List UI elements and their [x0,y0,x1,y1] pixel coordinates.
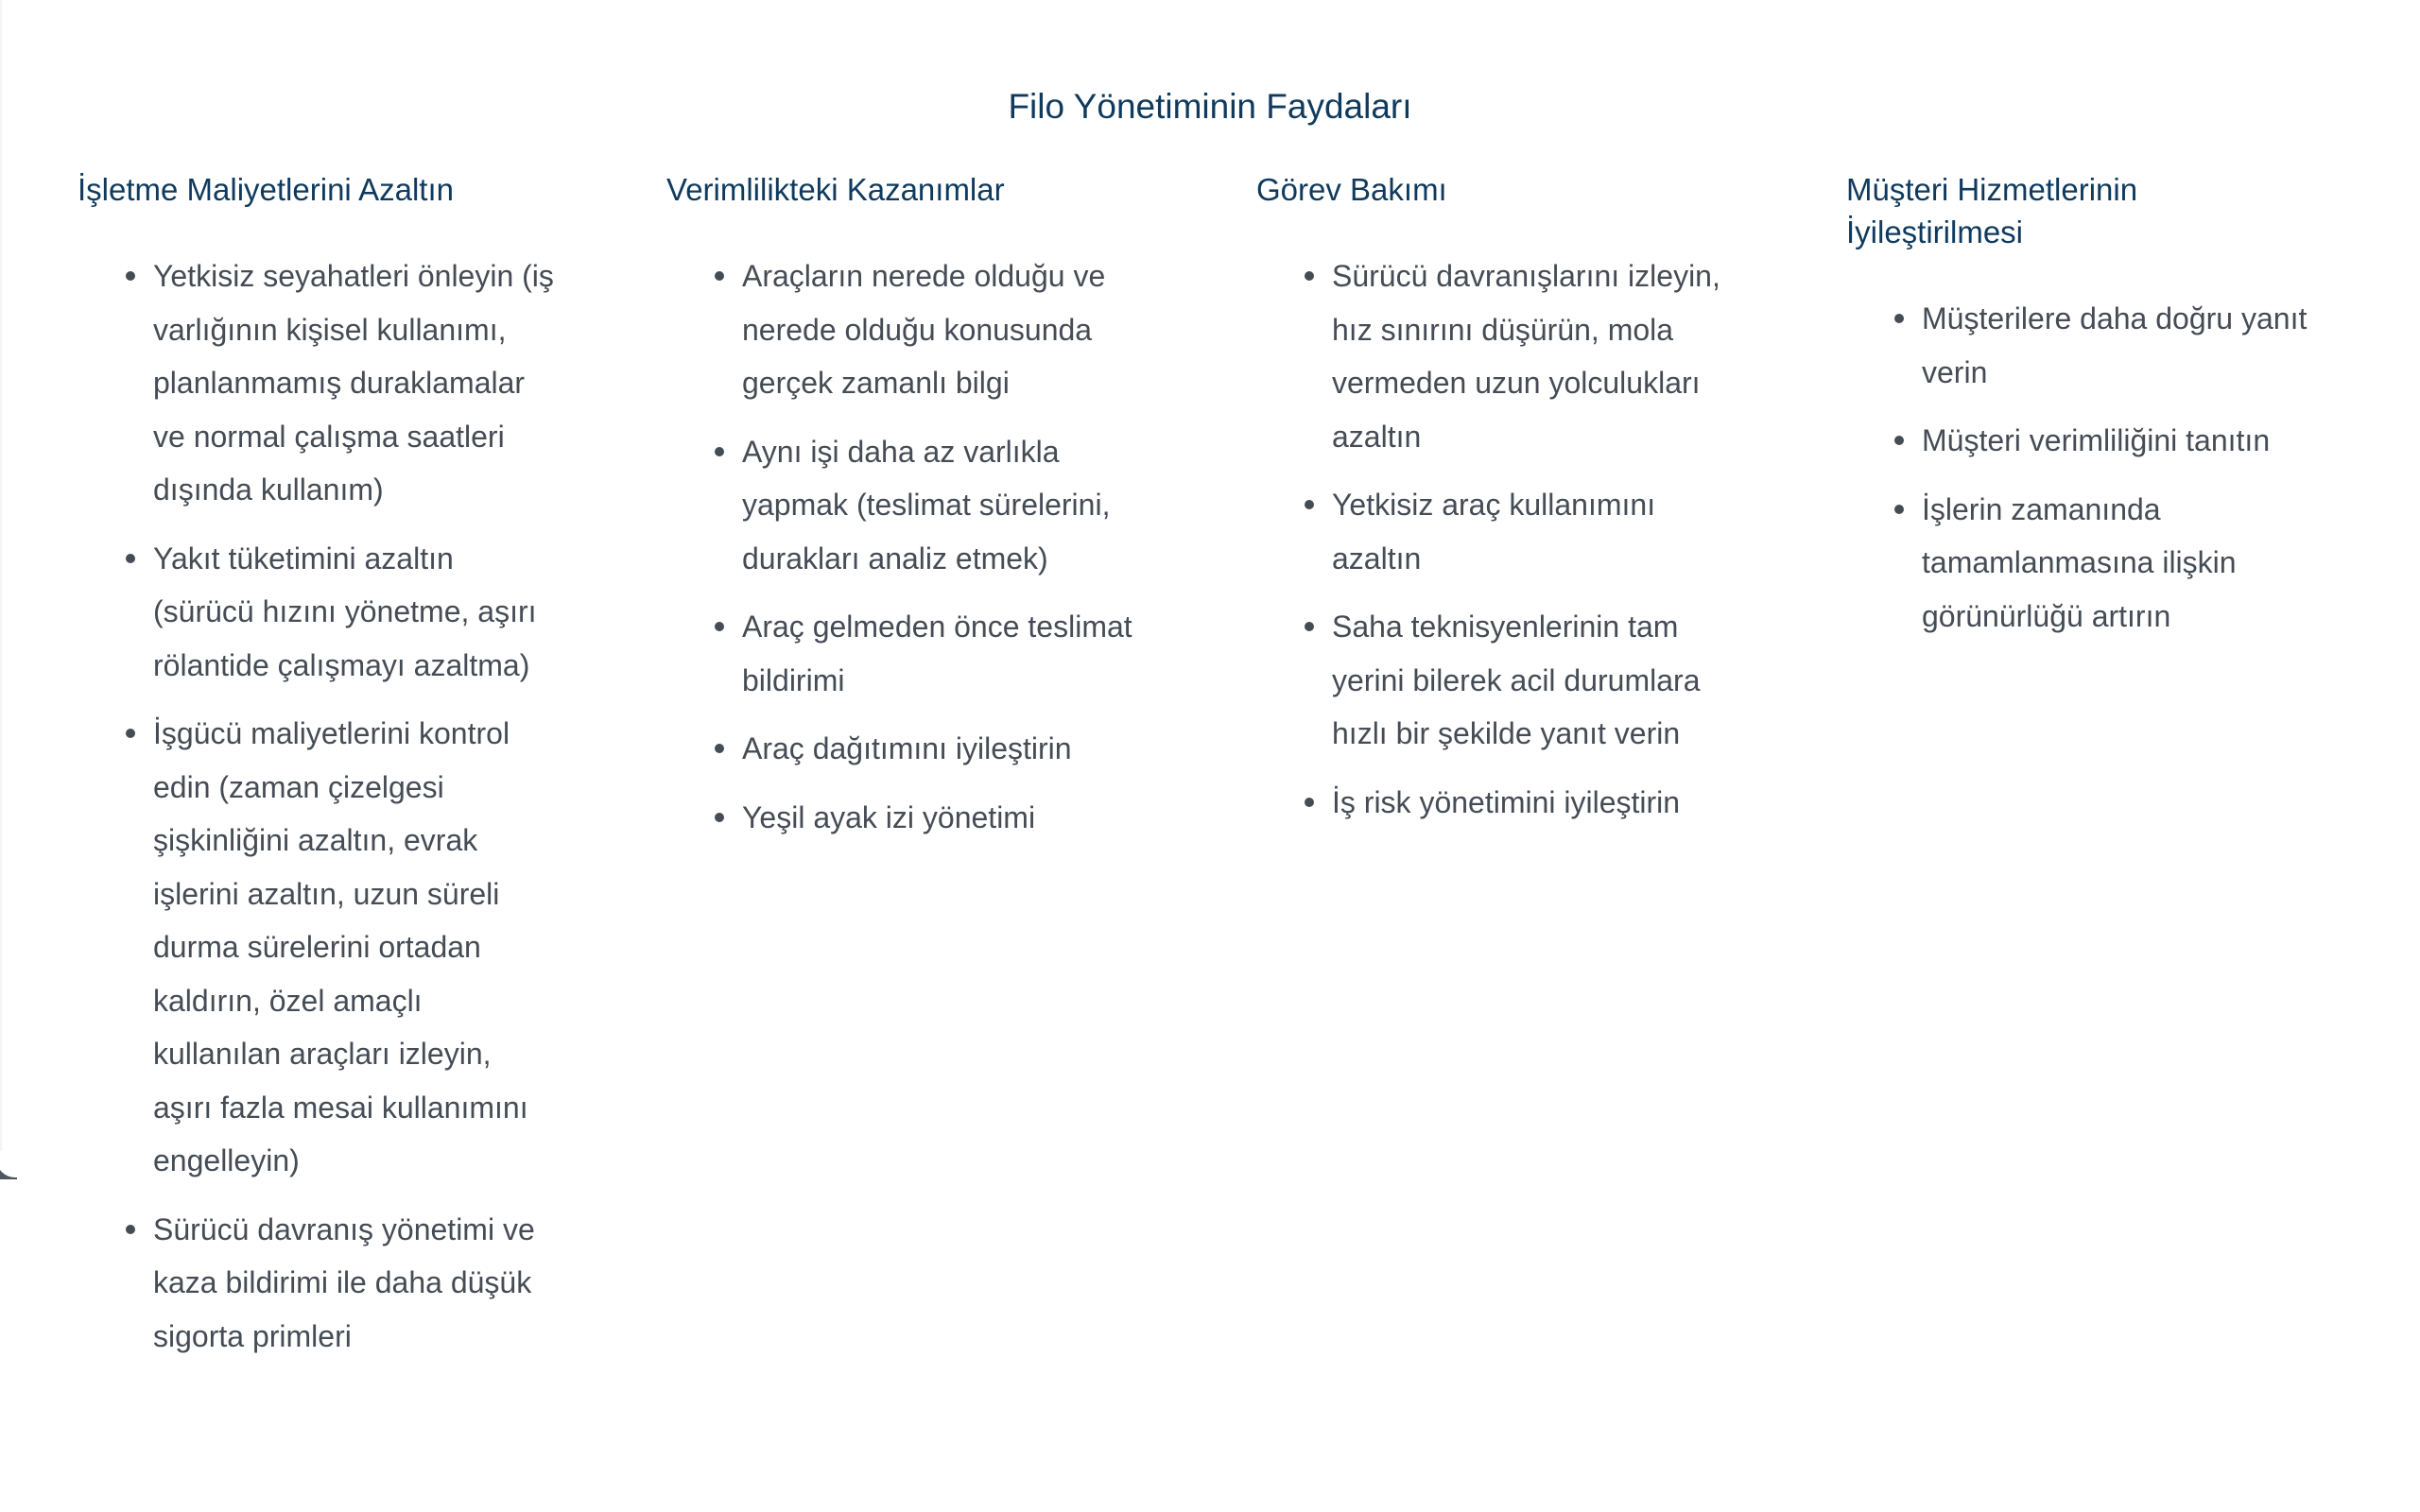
list-item-text-line: Araç dağıtımını iyileştirin [742,731,1072,765]
list-item [78,1203,607,1364]
list-item [1256,776,1786,830]
list-item-text-line: Müşterilere daha doğru yanıt [1922,301,2308,335]
page-title: Filo Yönetiminin Faydaları [1008,87,1412,126]
list-item [666,791,1196,845]
bullet-dot-icon [1305,271,1314,281]
list-item-text-line: kaldırın, özel amaçlı [153,983,423,1018]
column-heading-line: Verimlilikteki Kazanımlar [666,172,1005,207]
list-item-text-line: İş risk yönetimini iyileştirin [1332,784,1681,819]
list-item [666,425,1196,586]
list-item-text-line: hız sınırını düşürün, mola [1332,312,1674,347]
bullet-dot-icon [126,729,135,738]
list-item-text-line: Araçların nerede olduğu ve [742,259,1106,293]
list-item-text-line: Aynı işi daha az varlıkla [742,434,1060,469]
list-item [1256,600,1786,761]
column-heading [1846,168,2243,253]
list-item [1846,483,2376,644]
list-item [78,249,607,517]
list-item-text-line: işlerini azaltın, uzun süreli [153,876,500,911]
list-item-text-line: bildirimi [742,662,845,697]
list-item-text-line: Yakıt tüketimini azaltın [153,541,454,576]
list-item-text-line: İşgücü maliyetlerini kontrol [153,716,510,750]
list-item-text-line: ve normal çalışma saatleri [153,419,505,454]
list-item [1846,414,2376,468]
list-item [666,722,1196,776]
list-item [1256,478,1786,585]
benefit-list [666,249,1196,844]
list-item-text-line: planlanmamış duraklamalar [153,366,526,400]
bullet-dot-icon [1305,798,1314,807]
list-item-text-line: Yetkisiz seyahatleri önleyin (iş [153,259,554,293]
list-item-text-line: (sürücü hızını yönetme, aşırı [153,594,537,628]
column-heading-line: İşletme Maliyetlerini Azaltın [78,172,454,207]
list-item-text-line: Yeşil ayak izi yönetimi [742,799,1036,834]
bullet-dot-icon [715,813,724,822]
list-item-text-line: vermeden uzun yolculukları [1332,366,1701,400]
list-item-text-line: kullanılan araçları izleyin, [153,1037,492,1071]
bullet-dot-icon [126,1225,135,1234]
list-item-text-line: rölantide çalışmayı azaltma) [153,647,530,682]
column-heading-line: Görev Bakımı [1256,172,1447,207]
list-item-text-line: edin (zaman çizelgesi [153,769,444,804]
list-item-text-line: Saha teknisyenlerinin tam [1332,610,1679,644]
bullet-dot-icon [126,271,135,281]
list-item-text-line: gerçek zamanlı bilgi [742,366,1010,400]
list-item [78,532,607,693]
benefit-column-task-maintenance [1256,168,1786,844]
bullet-dot-icon [1894,505,1904,514]
column-heading [1256,168,1653,211]
bullet-dot-icon [715,744,724,753]
bullet-dot-icon [126,554,135,563]
benefit-list [78,249,607,1363]
list-item-text-line: şişkinliğini azaltın, evrak [153,823,478,857]
list-item-text-line: aşırı fazla mesai kullanımını [153,1090,528,1125]
list-item [1256,249,1786,463]
list-item [666,600,1196,707]
benefit-column-reduce-operating-costs [78,168,607,1378]
list-item-text-line: Araç gelmeden önce teslimat [742,610,1132,644]
list-item-text-line: sigorta primleri [153,1318,352,1353]
bullet-dot-icon [1305,500,1314,509]
left-edge-border [0,0,2,1168]
list-item-text-line: tamamlanmasına ilişkin [1922,545,2237,579]
column-heading-line: Müşteri Hizmetlerinin [1846,172,2138,207]
list-item-text-line: İşlerin zamanında [1922,491,2161,526]
list-item-text-line: kaza bildirimi ile daha düşük [153,1265,532,1299]
list-item-text-line: dışında kullanım) [153,472,384,507]
list-item-text-line: azaltın [1332,419,1422,454]
bullet-dot-icon [1894,314,1904,323]
list-item-text-line: Sürücü davranış yönetimi ve [153,1211,535,1246]
panel-corner-fragment [0,1151,17,1179]
bullet-dot-icon [1894,436,1904,445]
list-item [78,707,607,1188]
list-item-text-line: durakları analiz etmek) [742,541,1048,576]
bullet-dot-icon [715,622,724,631]
list-item-text-line: yerini bilerek acil durumlara [1332,662,1701,697]
list-item-text-line: nerede olduğu konusunda [742,312,1093,347]
list-item-text-line: engelleyin) [153,1143,300,1177]
list-item-text-line: Sürücü davranışlarını izleyin, [1332,259,1720,293]
list-item-text-line: hızlı bir şekilde yanıt verin [1332,716,1681,750]
benefit-list [1256,249,1786,829]
list-item-text-line: azaltın [1332,541,1422,576]
list-item-text-line: Müşteri verimliliğini tanıtın [1922,423,2271,457]
list-item [666,249,1196,410]
list-item-text-line: yapmak (teslimat sürelerini, [742,488,1111,522]
list-item-text-line: durma sürelerini ortadan [153,930,481,964]
column-heading-line: İyileştirilmesi [1846,215,2024,249]
column-heading [666,168,1063,211]
list-item [1846,292,2376,399]
list-item-text-line: varlığının kişisel kullanımı, [153,312,507,347]
list-item-text-line: Yetkisiz araç kullanımını [1332,488,1656,522]
benefit-column-customer-service [1846,168,2376,658]
benefit-list [1846,292,2376,643]
bullet-dot-icon [715,447,724,456]
column-heading [78,168,475,211]
list-item-text-line: verin [1922,354,1988,389]
bullet-dot-icon [1305,622,1314,631]
benefit-column-efficiency-gains [666,168,1196,859]
list-item-text-line: görünürlüğü artırın [1922,598,2171,633]
bullet-dot-icon [715,271,724,281]
